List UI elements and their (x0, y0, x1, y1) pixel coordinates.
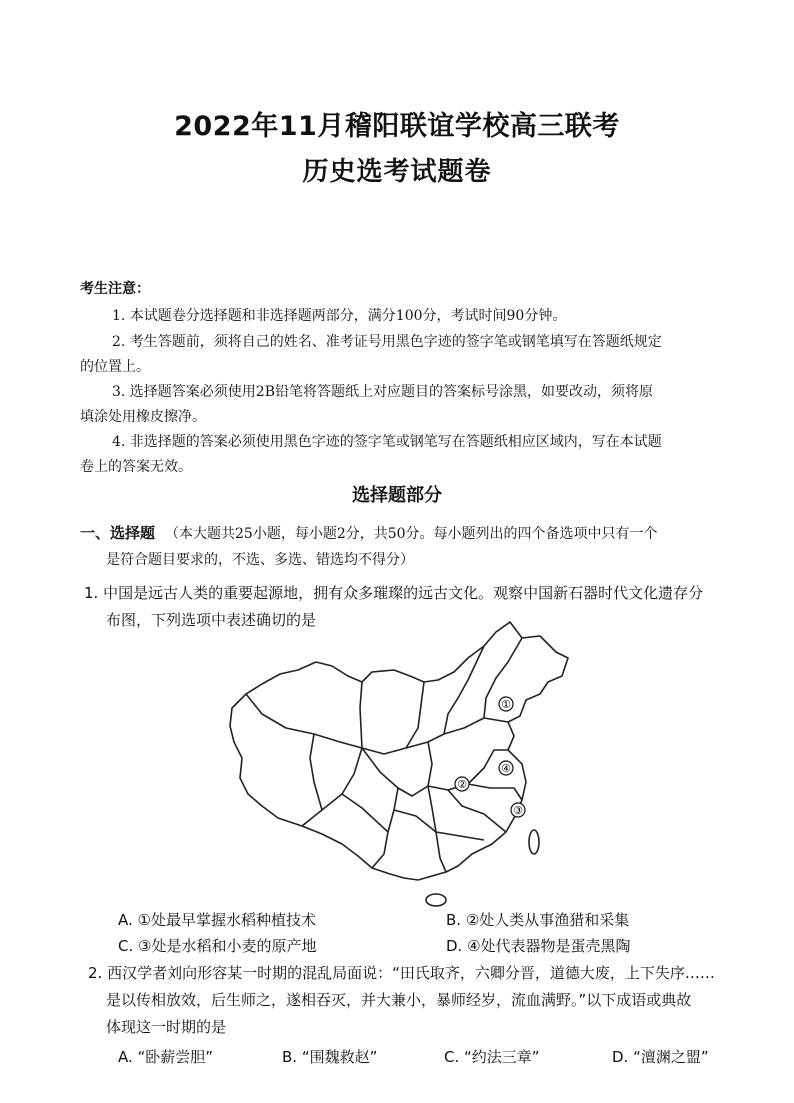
notice-item-2-cont: 的位置上。 (80, 359, 150, 375)
q2-option-d[interactable]: D. “澶渊之盟” (612, 1048, 709, 1066)
notice-item-2: 2. 考生答题前，须将自己的姓名、准考证号用黑色字迹的签字笔或钢笔填写在答题纸规定 (112, 334, 662, 350)
question-2-stem-cont: 是以传相放效，后生师之，遂相吞灭，并大兼小，暴师经岁，流血满野。”以下成语或典故 (106, 991, 692, 1009)
notice-item-4: 4. 非选择题的答案必须使用黑色字迹的签字笔或钢笔写在答题纸相应区域内，写在本试题 (112, 434, 662, 450)
map-marker-3: ③ (513, 804, 523, 817)
part-description: （本大题共25小题，每小题2分，共50分。每小题列出的四个备选项中只有一个 (165, 526, 658, 542)
china-neolithic-map (222, 618, 574, 908)
hainan-island (426, 894, 446, 906)
q1-option-b[interactable]: B. ②处人类从事渔猎和采集 (446, 911, 630, 929)
question-1-stem: 1. 中国是远古人类的重要起源地，拥有众多璀璨的远古文化。观察中国新石器时代文化遗存分 (84, 584, 704, 602)
q2-option-b[interactable]: B. “围魏救赵” (282, 1048, 378, 1066)
map-marker-1: ① (501, 698, 511, 711)
notice-item-3-cont: 填涂处用橡皮擦净。 (80, 409, 206, 425)
question-2-stem: 2. 西汉学者刘向形容某一时期的混乱局面说：“田氏取齐，六卿分晋，道德大废，上下失序…… (88, 964, 715, 982)
q1-option-a[interactable]: A. ①处最早掌握水稻种植技术 (118, 911, 316, 929)
question-2-stem-cont-2: 体现这一时期的是 (106, 1018, 227, 1036)
part-description-cont: 是符合题目要求的，不选、多选、错选均不得分） (106, 552, 414, 568)
notice-item-1: 1. 本试题卷分选择题和非选择题两部分，满分100分，考试时间90分钟。 (112, 308, 567, 324)
q2-option-c[interactable]: C. “约法三章” (444, 1048, 540, 1066)
notice-item-4-cont: 卷上的答案无效。 (80, 459, 192, 475)
china-outline (230, 622, 568, 880)
map-marker-2: ② (457, 778, 467, 791)
exam-title: 2022年11月稽阳联谊学校高三联考 (174, 111, 620, 142)
taiwan-island (529, 830, 539, 854)
question-1-stem-cont: 布图，下列选项中表述确切的是 (106, 611, 317, 629)
q1-option-d[interactable]: D. ④处代表器物是蛋壳黑陶 (446, 937, 631, 955)
map-marker-4: ④ (501, 762, 511, 775)
q1-option-c[interactable]: C. ③处是水稻和小麦的原产地 (118, 937, 317, 955)
notice-heading: 考生注意： (80, 281, 150, 297)
q2-option-a[interactable]: A. “卧薪尝胆” (118, 1048, 214, 1066)
exam-subtitle: 历史选考试题卷 (302, 157, 492, 187)
part-label: 一、选择题 (80, 524, 156, 542)
section-title: 选择题部分 (352, 485, 442, 506)
notice-item-3: 3. 选择题答案必须使用2B铅笔将答题纸上对应题目的答案标号涂黑，如要改动，须将原 (112, 384, 654, 400)
